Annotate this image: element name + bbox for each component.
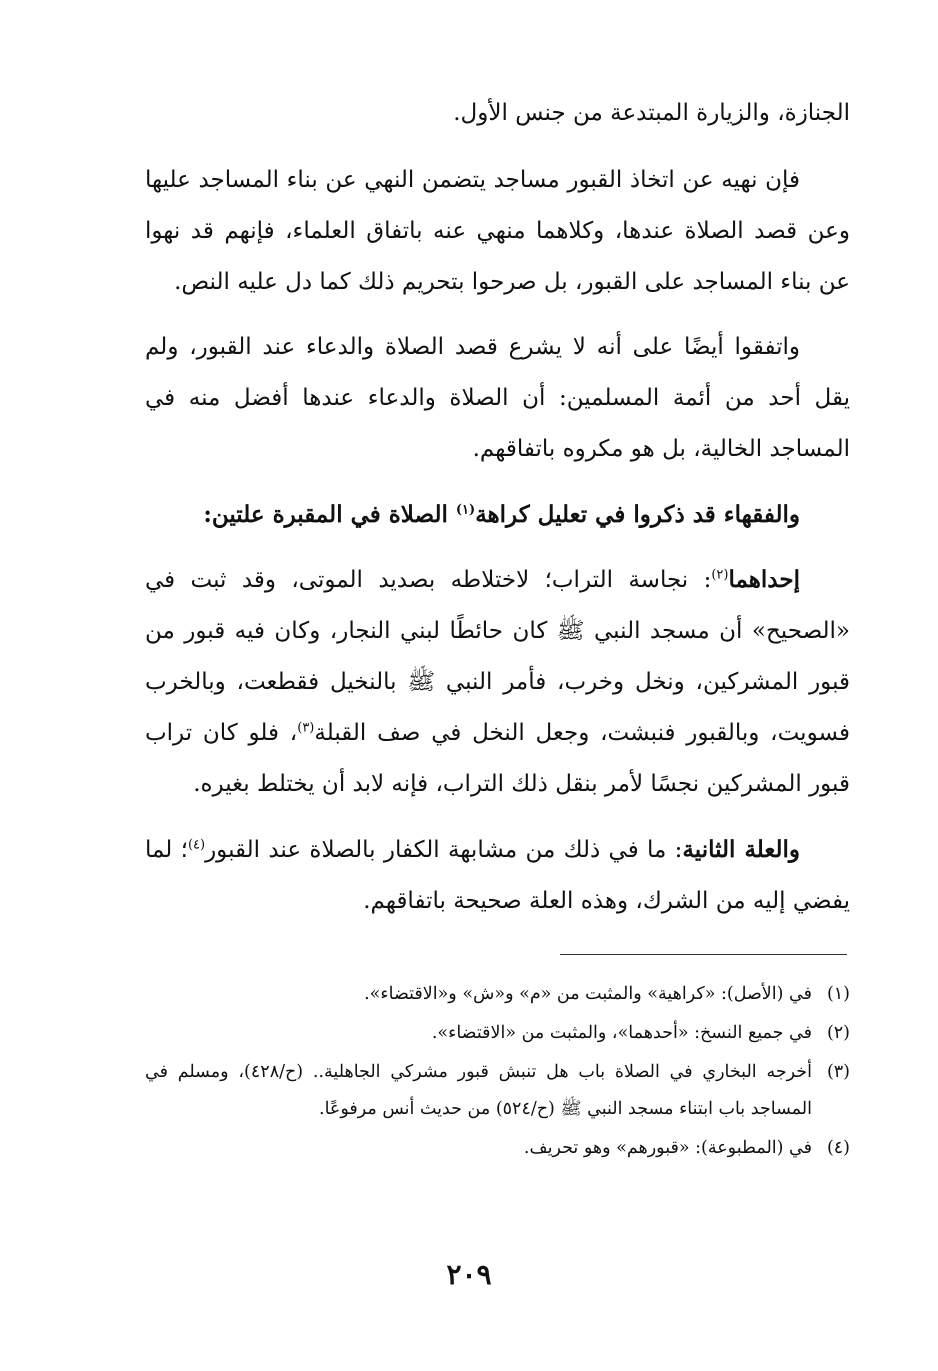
- footnote-3: [145, 1054, 850, 1128]
- paragraph-5: [145, 554, 850, 810]
- footnotes: [145, 976, 850, 1169]
- paragraph-6-text-a: : ما في ذلك من مشابهة الكفار بالصلاة عند القبور: [205, 837, 683, 863]
- paragraph-6: [145, 824, 850, 927]
- page-number: ٢٠٩: [446, 1258, 492, 1291]
- footnote-text: في جميع النسخ: «أحدهما»، والمثبت من «الاقتضاء».: [431, 1023, 812, 1043]
- paragraph-4-text-b: الصلاة في المقبرة علتين:: [203, 501, 456, 528]
- footnote-ref-2[interactable]: (٢): [711, 567, 729, 583]
- footnote-number: (٤): [826, 1138, 850, 1158]
- footnote-number: (٢): [826, 1023, 850, 1043]
- footnote-ref-1[interactable]: (١): [455, 502, 476, 518]
- paragraph-5-text-b: ، فلو كان تراب قبور المشركين نجسًا لأمر بنقل ذلك التراب، فإنه لابد أن يختلط بغيره.: [145, 720, 850, 797]
- paragraph-4-text-a: والفقهاء قد ذكروا في تعليل كراهة: [475, 501, 800, 528]
- footnote-4: [145, 1130, 850, 1167]
- main-text: [145, 88, 850, 941]
- footnote-divider: [560, 954, 847, 955]
- paragraph-5-text-a: : نجاسة التراب؛ لاختلاطه بصديد الموتى، وقد ثبت في «الصحيح» أن مسجد النبي ﷺ كان حائطًا لبني النجار، وكان فيه قبور من قبور المشركين، ونخل وخرب، فأمر النبي ﷺ بالنخيل فقطعت، وبالخرب فسويت، وبالقبور فنبشت، وجعل النخل في صف القبلة: [145, 567, 850, 746]
- footnote-number: (١): [826, 984, 850, 1004]
- footnote-text: في (المطبوعة): «قبورهم» وهو تحريف.: [523, 1138, 812, 1158]
- footnote-2: [145, 1015, 850, 1052]
- paragraph-6-text-b: ؛ لما يفضي إليه من الشرك، وهذه العلة صحيحة باتفاقهم.: [145, 837, 850, 914]
- paragraph-6-lead: والعلة الثانية: [682, 836, 800, 863]
- paragraph-2: فإن نهيه عن اتخاذ القبور مساجد يتضمن النهي عن بناء المساجد عليها وعن قصد الصلاة عندها، وكلاهما منهي عنه باتفاق العلماء، فإنهم قد نهوا عن بناء المساجد على القبور، بل صرحوا بتحريم ذلك كما دل عليه النص.: [145, 167, 850, 295]
- paragraph-4: [145, 489, 850, 540]
- footnote-1: [145, 976, 850, 1013]
- paragraph-5-lead: إحداهما: [728, 566, 800, 593]
- footnote-text: في (الأصل): «كراهية» والمثبت من «م» و«ش» و«الاقتضاء».: [364, 984, 812, 1004]
- paragraph-3: واتفقوا أيضًا على أنه لا يشرع قصد الصلاة والدعاء عند القبور، ولم يقل أحد من أئمة المسلمين: أن الصلاة والدعاء عندها أفضل منه في المساجد الخالية، بل هو مكروه باتفاقهم.: [145, 334, 850, 462]
- footnote-number: (٣): [826, 1062, 850, 1082]
- paragraph-1: الجنازة، والزيارة المبتدعة من جنس الأول.: [453, 100, 850, 126]
- footnote-ref-4[interactable]: (٤): [187, 837, 206, 853]
- footnote-ref-3[interactable]: (٣): [297, 720, 315, 736]
- footnote-text: أخرجه البخاري في الصلاة باب هل تنبش قبور مشركي الجاهلية.. (ح/٤٢٨)، ومسلم في المساجد باب ابتناء مسجد النبي ﷺ (ح/٥٢٤) من حديث أنس مرفوعًا.: [145, 1062, 812, 1119]
